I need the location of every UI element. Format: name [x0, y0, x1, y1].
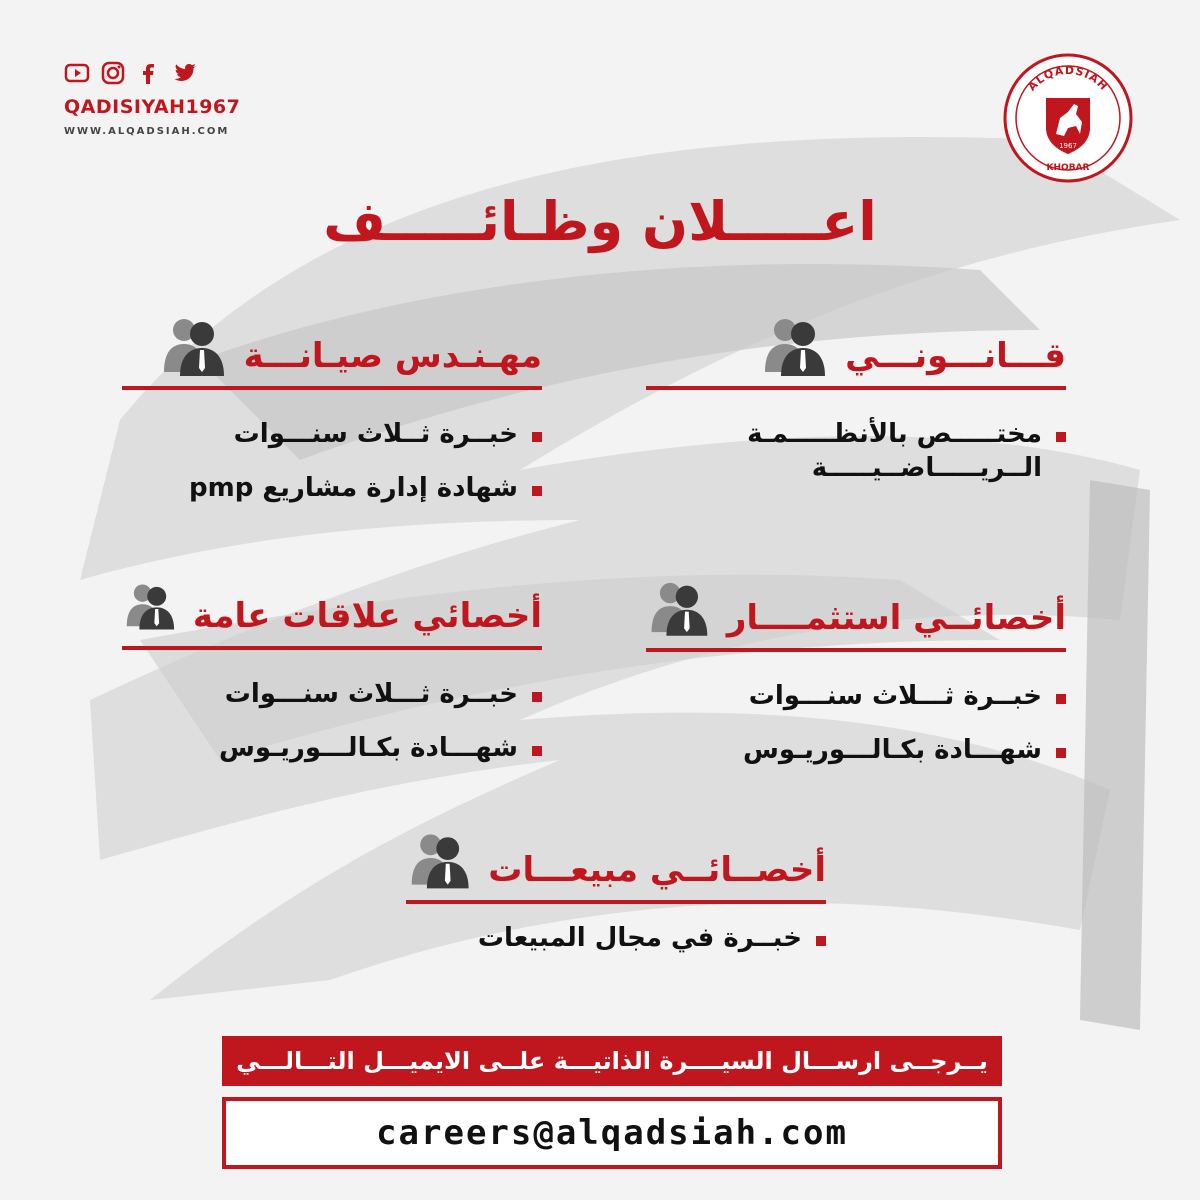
logo-top-text: ALQADSIAH	[1025, 63, 1111, 94]
bullet-icon	[532, 746, 542, 756]
job-divider	[122, 646, 542, 650]
logo-year: 1967	[1059, 142, 1077, 150]
list-item: شهـــادة بكـالـــوريـوس	[122, 732, 542, 766]
job-maintenance-engineer	[122, 316, 542, 526]
instruction-banner: يــرجــى ارســـال السيــــرة الذاتيـــة علــى الايميـــل التـــالـــي	[222, 1036, 1002, 1086]
list-item: خبــرة في مجال المبيعات	[406, 922, 826, 956]
people-icon	[406, 828, 474, 890]
list-item: خبــرة ثـــلاث سنـــوات	[122, 678, 542, 712]
instagram-icon[interactable]	[100, 60, 126, 86]
requirements-list	[122, 418, 542, 506]
social-icons	[64, 60, 224, 86]
job-header	[406, 830, 826, 890]
email-box	[222, 1097, 1002, 1169]
list-item: شهـــادة بكـالـــوريـوس	[646, 734, 1066, 768]
people-icon	[158, 314, 230, 376]
job-public-relations-specialist	[122, 576, 542, 786]
bullet-icon	[532, 692, 542, 702]
requirements-list	[122, 678, 542, 766]
bullet-icon	[532, 432, 542, 442]
page-title: اعـــــلان وظـائـــــف	[323, 190, 877, 253]
job-divider	[406, 900, 826, 904]
list-item: مختـــــص بالأنظـــــمـة الــريـــــاضــيـــــة	[646, 418, 1066, 486]
people-icon	[646, 576, 713, 638]
requirements-list	[406, 922, 826, 956]
job-divider	[646, 648, 1066, 652]
job-header	[646, 316, 1066, 376]
job-legal	[646, 316, 1066, 506]
club-logo	[1002, 52, 1134, 184]
logo-bottom-text: KHOBAR	[1046, 163, 1090, 173]
bullet-icon	[816, 936, 826, 946]
job-title: قـــانـــونـــي	[845, 336, 1066, 376]
people-icon	[759, 314, 831, 376]
requirements-list	[646, 418, 1066, 486]
bullet-icon	[1056, 432, 1066, 442]
job-divider	[646, 386, 1066, 390]
bullet-icon	[1056, 694, 1066, 704]
people-icon	[122, 574, 179, 636]
requirements-list	[646, 680, 1066, 768]
social-block	[64, 60, 241, 137]
list-item: خبــرة ثــلاث سنـــوات	[122, 418, 542, 452]
job-header	[122, 576, 542, 636]
social-handle: QADISIYAH1967	[64, 96, 241, 118]
job-header	[646, 578, 1066, 638]
job-title: أخصائــي استثمــــار	[726, 598, 1066, 638]
list-item: خبــرة ثـــلاث سنـــوات	[646, 680, 1066, 714]
job-header	[122, 316, 542, 376]
website-url[interactable]: WWW.ALQADSIAH.COM	[64, 126, 230, 137]
job-investment-specialist	[646, 578, 1066, 788]
job-title: أخصــائــي مبيعـــات	[488, 850, 826, 890]
job-title: أخصائي علاقات عامة	[192, 596, 542, 636]
careers-email[interactable]: careers@alqadsiah.com	[376, 1113, 848, 1153]
twitter-icon[interactable]	[172, 60, 198, 86]
job-divider	[122, 386, 542, 390]
bullet-icon	[1056, 748, 1066, 758]
list-item: شهادة إدارة مشاريع pmp	[122, 472, 542, 506]
facebook-icon[interactable]	[136, 60, 162, 86]
bullet-icon	[532, 486, 542, 496]
job-title: مهـنـدس صيـانـــة	[243, 336, 542, 376]
job-sales-specialist	[406, 830, 826, 976]
youtube-icon[interactable]	[64, 60, 90, 86]
